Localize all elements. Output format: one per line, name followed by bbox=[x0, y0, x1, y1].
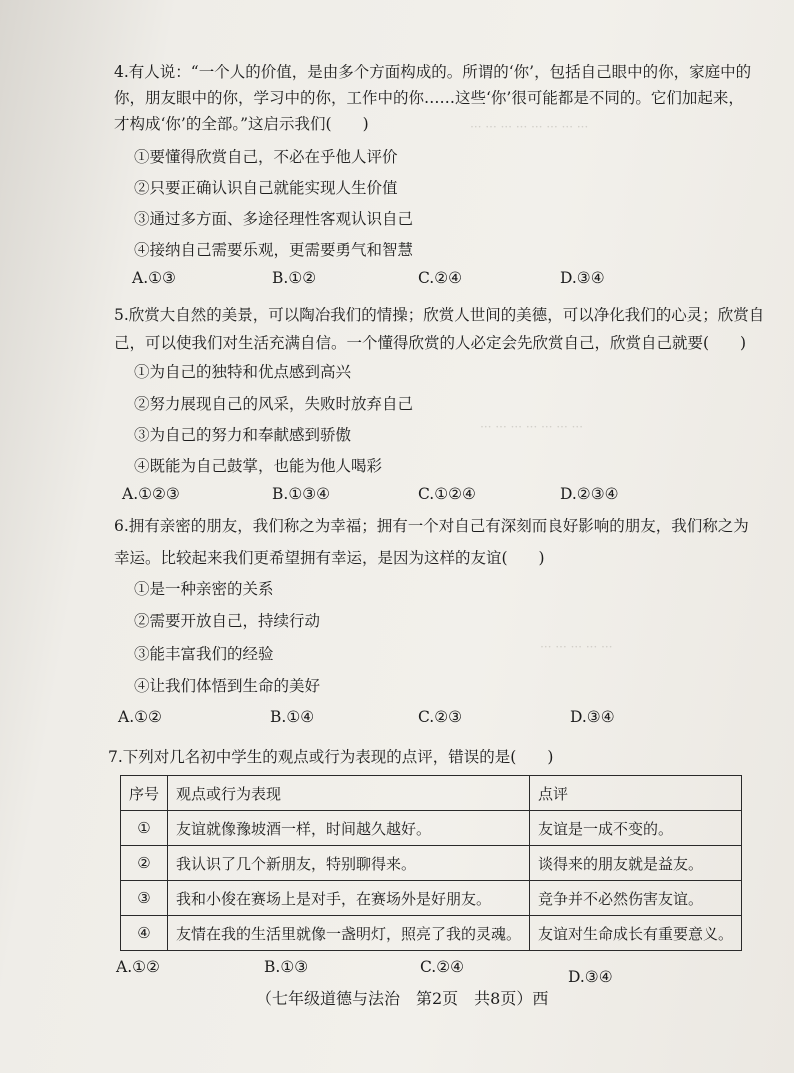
option-d[interactable]: D.③④ bbox=[568, 968, 613, 986]
option-c[interactable]: C.①②④ bbox=[418, 485, 476, 503]
question-5-stem bbox=[114, 303, 765, 356]
table-row bbox=[121, 881, 742, 916]
bleed-through-text: ··· ··· ··· ··· ··· bbox=[540, 640, 613, 654]
bleed-through-text: ··· ··· ··· ··· ··· ··· ··· bbox=[480, 420, 583, 434]
statement-item: ①为自己的独特和优点感到高兴 bbox=[134, 363, 352, 381]
page-footer: （七年级道德与法治 第2页 共8页）西 bbox=[256, 989, 549, 1008]
column-header-view: 观点或行为表现 bbox=[168, 776, 530, 811]
question-5-options bbox=[120, 485, 720, 511]
statement-item: ②努力展现自己的风采，失败时放弃自己 bbox=[134, 395, 414, 413]
statement-item: ④让我们体悟到生命的美好 bbox=[134, 677, 321, 695]
statement-item: ④接纳自己需要乐观，更需要勇气和智慧 bbox=[134, 241, 414, 259]
question-line: 幸运。比较起来我们更希望拥有幸运，是因为这样的友谊( ) bbox=[114, 549, 545, 567]
option-b[interactable]: B.①③ bbox=[264, 958, 309, 976]
option-b[interactable]: B.①② bbox=[272, 269, 317, 287]
row-view: 友情在我的生活里就像一盏明灯，照亮了我的灵魂。 bbox=[168, 916, 530, 951]
row-comment: 谈得来的朋友就是益友。 bbox=[530, 846, 742, 881]
option-b[interactable]: B.①③④ bbox=[272, 485, 331, 503]
statement-item: ④既能为自己鼓掌，也能为他人喝彩 bbox=[134, 457, 383, 475]
evaluation-table bbox=[120, 775, 742, 951]
question-4-options bbox=[120, 269, 720, 295]
row-number: ④ bbox=[121, 916, 168, 951]
option-a[interactable]: A.①③ bbox=[132, 269, 176, 287]
question-7-stem bbox=[108, 745, 740, 770]
row-number: ③ bbox=[121, 881, 168, 916]
statement-item: ②只要正确认识自己就能实现人生价值 bbox=[134, 179, 398, 197]
option-c[interactable]: C.②④ bbox=[418, 269, 463, 287]
question-4-stem bbox=[114, 60, 752, 137]
option-d[interactable]: D.③④ bbox=[560, 269, 605, 287]
option-d[interactable]: D.②③④ bbox=[560, 485, 619, 503]
table-row bbox=[121, 916, 742, 951]
row-number: ① bbox=[121, 811, 168, 846]
row-view: 我和小俊在赛场上是对手，在赛场外是好朋友。 bbox=[168, 881, 530, 916]
statement-item: ①要懂得欣赏自己，不必在乎他人评价 bbox=[134, 148, 398, 166]
option-c[interactable]: C.②③ bbox=[418, 708, 463, 726]
row-comment: 友谊对生命成长有重要意义。 bbox=[530, 916, 742, 951]
table-row bbox=[121, 846, 742, 881]
question-line: 7.下列对几名初中学生的观点或行为表现的点评，错误的是( ) bbox=[108, 748, 554, 766]
question-7-options bbox=[116, 958, 720, 986]
statement-item: ③为自己的努力和奉献感到骄傲 bbox=[134, 426, 352, 444]
row-view: 友谊就像豫坡酒一样，时间越久越好。 bbox=[168, 811, 530, 846]
option-a[interactable]: A.①②③ bbox=[122, 485, 180, 503]
option-a[interactable]: A.①② bbox=[116, 958, 160, 976]
question-line: 4.有人说：“一个人的价值，是由多个方面构成的。所谓的‘你’，包括自己眼中的你，家庭中的 bbox=[114, 63, 752, 81]
column-header-comment: 点评 bbox=[530, 776, 742, 811]
option-d[interactable]: D.③④ bbox=[570, 708, 615, 726]
table-row bbox=[121, 811, 742, 846]
question-6-stem bbox=[114, 514, 749, 571]
row-view: 我认识了几个新朋友，特别聊得来。 bbox=[168, 846, 530, 881]
statement-item: ①是一种亲密的关系 bbox=[134, 580, 274, 598]
question-6-options bbox=[120, 708, 720, 734]
option-b[interactable]: B.①④ bbox=[270, 708, 315, 726]
statement-item: ③通过多方面、多途径理性客观认识自己 bbox=[134, 210, 414, 228]
question-line: 6.拥有亲密的朋友，我们称之为幸福；拥有一个对自己有深刻而良好影响的朋友，我们称之为 bbox=[114, 517, 749, 535]
column-header-number: 序号 bbox=[121, 776, 168, 811]
statement-item: ③能丰富我们的经验 bbox=[134, 645, 274, 663]
bleed-through-text: ··· ··· ··· ··· ··· ··· ··· ··· bbox=[470, 120, 589, 134]
question-line: 才构成‘你’的全部。”这启示我们( ) bbox=[114, 115, 369, 133]
option-a[interactable]: A.①② bbox=[118, 708, 162, 726]
table-header-row bbox=[121, 776, 742, 811]
row-comment: 友谊是一成不变的。 bbox=[530, 811, 742, 846]
question-line: 己，可以使我们对生活充满自信。一个懂得欣赏的人必定会先欣赏自己，欣赏自己就要( ) bbox=[114, 334, 747, 352]
question-line: 你，朋友眼中的你，学习中的你，工作中的你……这些‘你’很可能都是不同的。它们加起来， bbox=[114, 89, 744, 107]
statement-item: ②需要开放自己，持续行动 bbox=[134, 612, 321, 630]
row-number: ② bbox=[121, 846, 168, 881]
question-line: 5.欣赏大自然的美景，可以陶冶我们的情操；欣赏人世间的美德，可以净化我们的心灵；欣赏自 bbox=[114, 306, 765, 324]
row-comment: 竞争并不必然伤害友谊。 bbox=[530, 881, 742, 916]
option-c[interactable]: C.②④ bbox=[420, 958, 465, 976]
